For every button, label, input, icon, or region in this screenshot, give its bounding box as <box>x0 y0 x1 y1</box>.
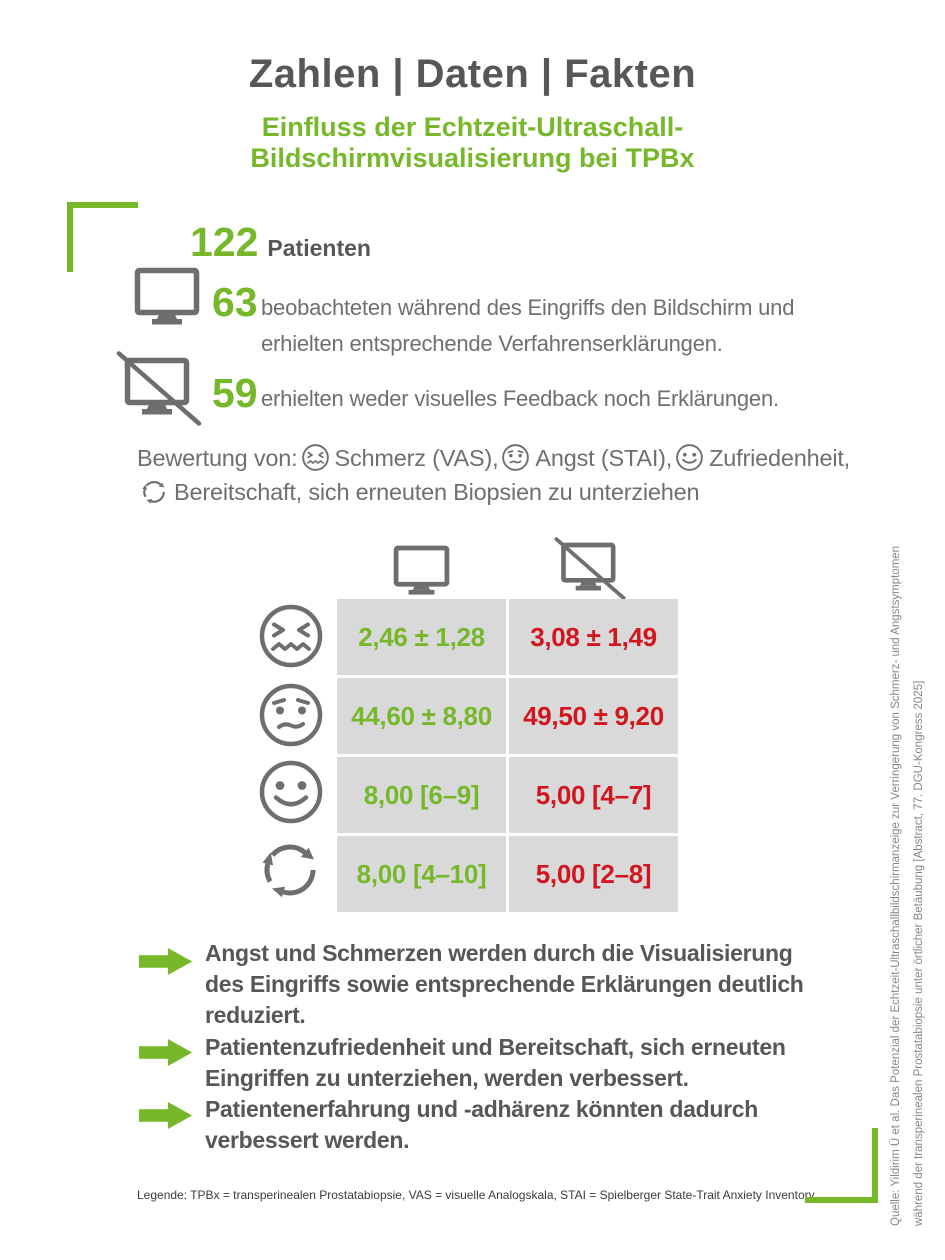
conclusion-2-line1: Patientenzufriedenheit und Bereitschaft, sich erneuten <box>205 1034 786 1060</box>
table-cell-pain-without-screen: 3,08 ± 1,49 <box>509 599 678 675</box>
arrow-right-icon <box>133 1038 199 1067</box>
conclusion-3 <box>205 1094 758 1156</box>
conclusion-1-line3: reduziert. <box>205 1002 306 1028</box>
monitor-icon <box>134 267 200 325</box>
pain-face-icon <box>301 443 330 472</box>
table-column-monitor-icon <box>393 545 450 595</box>
rating-paragraph <box>137 441 857 509</box>
refresh-icon <box>140 477 169 506</box>
source-line-2: während der transperinealen Prostatabiopsie unter örtlicher Betäubung [Abstract, 77. DGU-Kongress 2025] <box>913 680 925 1226</box>
rating-willingness-label: Bereitschaft, sich erneuten Biopsien zu unterziehen <box>174 479 700 505</box>
table-cell-satisfaction-with-screen: 8,00 [6–9] <box>337 757 506 833</box>
anxious-face-icon <box>501 443 530 472</box>
anxious-face-icon <box>257 681 325 749</box>
stat-without-screen-line1: erhielten weder visuelles Feedback noch Erklärungen. <box>261 386 779 411</box>
patients-total-label: Patienten <box>267 235 371 261</box>
arrow-right-icon <box>133 1101 199 1130</box>
page-subtitle <box>0 112 945 174</box>
stat-with-screen-value: 63 <box>212 279 258 325</box>
monitor-crossed-icon <box>116 351 202 427</box>
legend-text: Legende: TPBx = transperinealen Prostatabiopsie, VAS = visuelle Analogskala, STAI = Spielberger State-Trait Anxiety Inventory <box>137 1188 815 1202</box>
table-cell-anxiety-with-screen: 44,60 ± 8,80 <box>337 678 506 754</box>
table-cell-satisfaction-without-screen: 5,00 [4–7] <box>509 757 678 833</box>
stat-with-screen-line1: beobachteten während des Eingriffs den Bildschirm und <box>261 295 795 320</box>
arrow-right-icon <box>133 947 199 976</box>
patients-total <box>190 219 371 265</box>
rating-pain-label: Schmerz (VAS), <box>334 445 499 471</box>
table-cell-willingness-with-screen: 8,00 [4–10] <box>337 836 506 912</box>
conclusion-1-line1: Angst und Schmerzen werden durch die Visualisierung <box>205 940 793 966</box>
conclusion-2-line2: Eingriffen zu unterziehen, werden verbessert. <box>205 1065 689 1091</box>
conclusion-3-line2: verbessert werden. <box>205 1127 410 1153</box>
corner-bracket-bottom-right <box>805 1128 878 1203</box>
conclusion-2 <box>205 1032 786 1094</box>
subtitle-line-1: Einfluss der Echtzeit-Ultraschall- <box>261 112 684 142</box>
conclusion-1 <box>205 938 804 1031</box>
stat-with-screen-line2: erhielten entsprechende Verfahrenserklärungen. <box>261 331 723 356</box>
source-citation <box>885 536 935 1226</box>
stat-without-screen-text <box>261 381 779 417</box>
results-table <box>337 599 678 912</box>
page-title: Zahlen | Daten | Fakten <box>248 52 697 96</box>
stat-with-screen-text <box>261 290 794 362</box>
happy-face-icon <box>675 443 704 472</box>
refresh-icon <box>257 835 325 903</box>
corner-bracket-top-left <box>67 202 138 272</box>
table-cell-pain-with-screen: 2,46 ± 1,28 <box>337 599 506 675</box>
source-line-1: Quelle: Yildirim Ü et al. Das Potenzial der Echtzeit-Ultraschallbildschirmanzeige zur Verringerung von Schmerz- und Angstsymptomen <box>890 545 902 1226</box>
patients-total-value: 122 <box>190 219 259 265</box>
stat-without-screen-value: 59 <box>212 370 258 416</box>
conclusion-1-line2: des Eingriffs sowie entsprechende Erklärungen deutlich <box>205 971 804 997</box>
table-cell-willingness-without-screen: 5,00 [2–8] <box>509 836 678 912</box>
rating-satisfaction-label: Zufriedenheit, <box>709 445 851 471</box>
subtitle-line-2: Bildschirmvisualisierung bei TPBx <box>250 143 695 173</box>
rating-anxiety-label: Angst (STAI), <box>535 445 673 471</box>
pain-face-icon <box>257 602 325 670</box>
happy-face-icon <box>257 758 325 826</box>
table-cell-anxiety-without-screen: 49,50 ± 9,20 <box>509 678 678 754</box>
conclusion-3-line1: Patientenerfahrung und -adhärenz könnten dadurch <box>205 1096 758 1122</box>
table-column-monitor-crossed-icon <box>550 537 630 601</box>
rating-prefix: Bewertung von: <box>137 445 298 471</box>
